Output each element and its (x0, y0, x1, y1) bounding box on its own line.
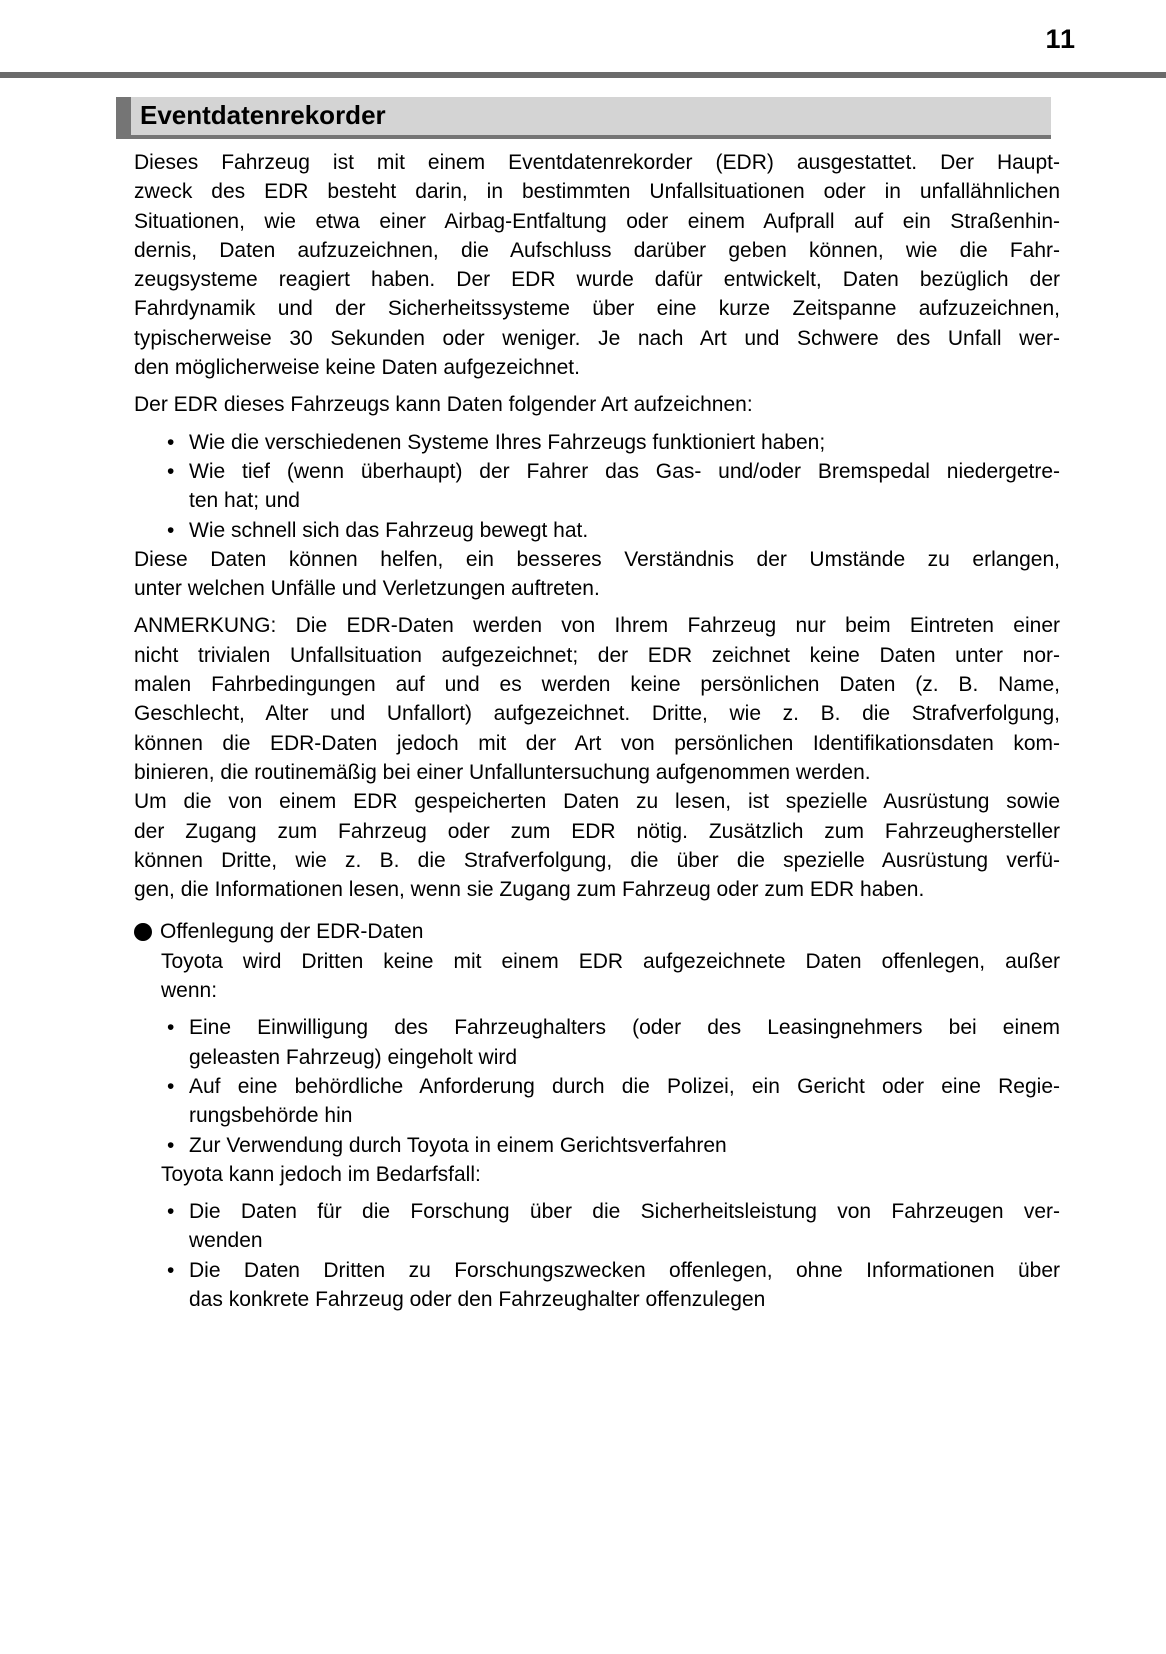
section-title: Eventdatenrekorder (140, 99, 386, 130)
text-line: Fahrdynamik und der Sicherheitssysteme über eine kurze Zeitspanne aufzuzeichnen, (134, 297, 1060, 321)
paragraph (134, 947, 1060, 1006)
text-line: Die Daten Dritten zu Forschungszwecken offenlegen, ohne Informationen über (189, 1258, 1060, 1282)
bullet-item (134, 1072, 1060, 1131)
text-line: Die Daten für die Forschung über die Sicherheitsleistung von Fahrzeugen ver- (189, 1200, 1060, 1224)
bullet-icon: • (167, 518, 175, 542)
text-line: den möglicherweise keine Daten aufgezeichnet. (134, 356, 580, 380)
text-line: können Dritte, wie z. B. die Strafverfolgung, die über die spezielle Ausrüstung verfü- (134, 848, 1060, 872)
text-line: geleasten Fahrzeug) eingeholt wird (189, 1045, 518, 1069)
bullet-text (189, 1013, 1060, 1072)
text-line: Um die von einem EDR gespeicherten Daten zu lesen, ist spezielle Ausrüstung sowie (134, 790, 1060, 814)
text-line: ten hat; und (189, 489, 300, 513)
text-line: zweck des EDR besteht darin, in bestimmten Unfallsituationen oder in unfallähnlichen (134, 180, 1060, 204)
bullet-icon: • (167, 1200, 175, 1224)
bullet-text (189, 428, 1060, 457)
bullet-item (134, 1197, 1060, 1256)
text-line: typischerweise 30 Sekunden oder weniger. Je nach Art und Schwere des Unfall wer- (134, 326, 1060, 350)
page-number: 11 (1045, 24, 1076, 54)
bullet-icon: • (167, 1258, 175, 1282)
bullet-text (189, 1072, 1060, 1131)
text-line: rungsbehörde hin (189, 1104, 353, 1128)
bullet-list (134, 428, 1060, 545)
text-line: binieren, die routinemäßig bei einer Unfalluntersuchung aufgenommen werden. (134, 760, 871, 784)
text-line: Dieses Fahrzeug ist mit einem Eventdatenrekorder (EDR) ausgestattet. Der Haupt- (134, 151, 1060, 174)
bullet-icon: • (167, 1016, 175, 1040)
bullet-item (134, 428, 1060, 457)
text-line: ANMERKUNG: Die EDR-Daten werden von Ihrem Fahrzeug nur beim Eintreten einer (134, 614, 1060, 638)
bullet-list (134, 1197, 1060, 1314)
section-item (134, 917, 1060, 946)
text-line: können die EDR-Daten jedoch mit der Art von persönlichen Identifikationsdaten kom- (134, 731, 1060, 755)
top-divider (0, 72, 1166, 78)
bullet-text (189, 457, 1060, 516)
text-line: Zur Verwendung durch Toyota in einem Gerichtsverfahren (189, 1133, 727, 1157)
text-line: nicht trivialen Unfallsituation aufgezeichnet; der EDR zeichnet keine Daten unter nor- (134, 643, 1060, 667)
bullet-item (134, 1256, 1060, 1315)
bullet-list (134, 1013, 1060, 1159)
text-line: Toyota kann jedoch im Bedarfsfall: (161, 1162, 481, 1186)
paragraph (134, 390, 1060, 419)
page-content (134, 140, 1060, 1314)
text-line: Situationen, wie etwa einer Airbag-Entfaltung oder einem Aufprall auf ein Straßenhin- (134, 209, 1060, 233)
text-line: gen, die Informationen lesen, wenn sie Zugang zum Fahrzeug oder zum EDR haben. (134, 878, 925, 902)
text-line: Geschlecht, Alter und Unfallort) aufgezeichnet. Dritte, wie z. B. die Strafverfolgung, (134, 702, 1060, 726)
filled-circle-icon (134, 923, 152, 941)
bullet-icon: • (167, 430, 175, 454)
bullet-item (134, 1131, 1060, 1160)
bullet-icon: • (167, 459, 175, 483)
text-line: malen Fahrbedingungen auf und es werden keine persönlichen Daten (z. B. Name, (134, 673, 1060, 697)
bullet-text (189, 1131, 1060, 1160)
bullet-item (134, 516, 1060, 545)
text-line: der Zugang zum Fahrzeug oder zum EDR nötig. Zusätzlich zum Fahrzeughersteller (134, 819, 1060, 843)
bullet-icon: • (167, 1133, 175, 1157)
bullet-icon: • (167, 1074, 175, 1098)
paragraph (134, 148, 1060, 382)
paragraph (134, 1160, 1060, 1189)
text-line: wenden (189, 1229, 263, 1253)
text-line: Wie die verschiedenen Systeme Ihres Fahrzeugs funktioniert haben; (189, 430, 826, 454)
bullet-text (189, 1256, 1060, 1315)
text-line: unter welchen Unfälle und Verletzungen auftreten. (134, 577, 600, 601)
text-line: wenn: (161, 979, 218, 1003)
text-line: dernis, Daten aufzuzeichnen, die Aufschluss darüber geben können, wie die Fahr- (134, 238, 1060, 262)
bullet-item (134, 457, 1060, 516)
text-line: Der EDR dieses Fahrzeugs kann Daten folgender Art aufzeichnen: (134, 393, 753, 417)
text-line: Toyota wird Dritten keine mit einem EDR aufgezeichnete Daten offenlegen, außer (161, 949, 1060, 973)
text-line: Eine Einwilligung des Fahrzeughalters (oder des Leasingnehmers bei einem (189, 1016, 1060, 1040)
text-line: Wie tief (wenn überhaupt) der Fahrer das Gas- und/oder Bremspedal niedergetre- (189, 459, 1060, 483)
bullet-text (189, 1197, 1060, 1256)
text-line: zeugsysteme reagiert haben. Der EDR wurde dafür entwickelt, Daten bezüglich der (134, 268, 1060, 292)
paragraph (134, 545, 1060, 604)
bullet-text (189, 516, 1060, 545)
paragraph (134, 787, 1060, 904)
text-line: Wie schnell sich das Fahrzeug bewegt hat. (189, 518, 589, 542)
paragraph (134, 611, 1060, 787)
text-line: das konkrete Fahrzeug oder den Fahrzeughalter offenzulegen (189, 1287, 766, 1311)
text-line: Auf eine behördliche Anforderung durch die Polizei, ein Gericht oder eine Regie- (189, 1074, 1060, 1098)
section-header (116, 97, 1051, 139)
text-line: Diese Daten können helfen, ein besseres Verständnis der Umstände zu erlangen, (134, 547, 1060, 571)
section-item-title: Offenlegung der EDR-Daten (160, 920, 424, 944)
bullet-item (134, 1013, 1060, 1072)
